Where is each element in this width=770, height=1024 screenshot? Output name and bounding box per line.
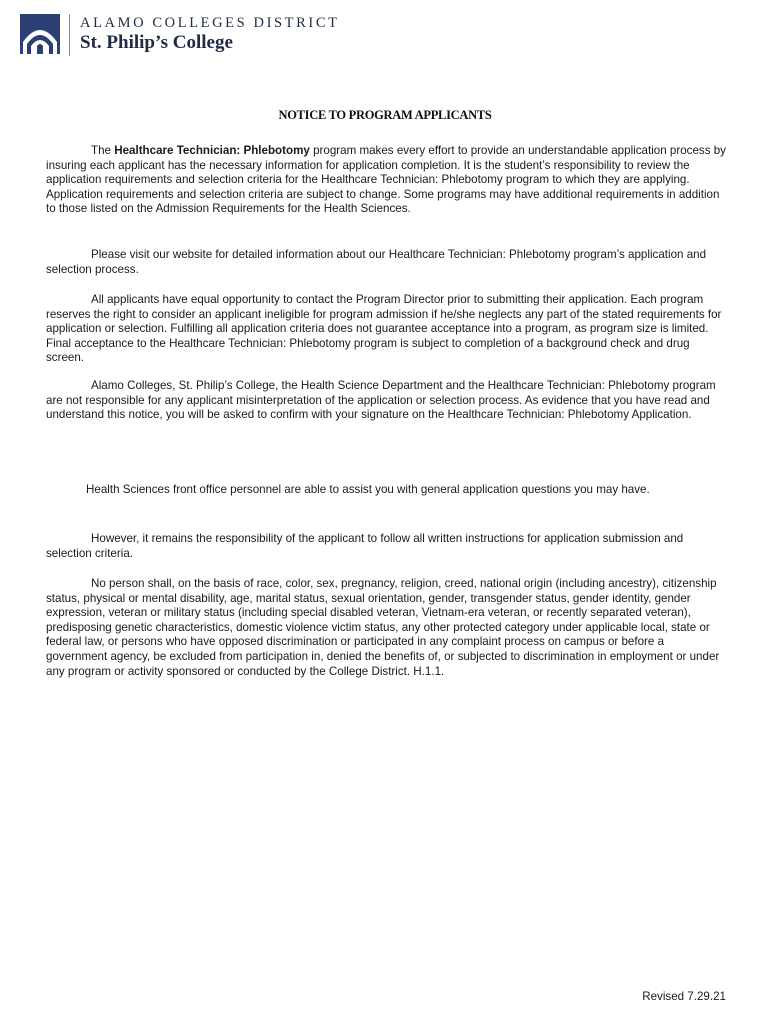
- logo-text: [80, 14, 340, 54]
- instructions-text: However, it remains the responsibility of the applicant to follow all written instructions for application submission and selection criteria.: [46, 532, 684, 560]
- college-name: St. Philip’s College: [80, 32, 233, 53]
- responsibility-text: Alamo Colleges, St. Philip’s College, the Health Science Department and the Healthcare Technician: Phlebotomy program are not responsible for any applicant misinterpretation of the application or selection process. As evidence that you have read and understand this notice, you will be asked to confirm with your signature on the Healthcare Technician: Phlebotomy Application.: [46, 379, 716, 422]
- revision-date: Revised 7.29.21: [642, 990, 726, 1003]
- website-text: Please visit our website for detailed information about our Healthcare Technician: Phlebotomy program’s application and selection process.: [46, 248, 707, 276]
- paragraph-responsibility: [46, 379, 726, 423]
- paragraph-intro: [46, 144, 726, 217]
- letterhead: [20, 14, 340, 58]
- paragraph-website: [46, 248, 726, 277]
- logo-divider: [69, 14, 70, 56]
- nondiscrimination-text: No person shall, on the basis of race, color, sex, pregnancy, religion, creed, national origin (including ancestry), citizenship status, physical or mental disability, age, marital status, sexual orientation, gender, transgender status, gender identity, gender expression, veteran or military status (including special disabled veteran, Vietnam-era veteran, or recently separated veteran), predisposing genetic characteristics, domestic violence victim status, any other protected category under applicable local, state or federal law, or persons who have opposed discrimination or participated in any complaint process on campus or before a government agency, be excluded from participation in, denied the benefits of, or subjected to discrimination in employment or under any program or activity sponsored or conducted by the College District. H.1.1.: [46, 577, 720, 678]
- district-name: ALAMO COLLEGES DISTRICT: [80, 15, 340, 31]
- equal-opportunity-text: All applicants have equal opportunity to contact the Program Director prior to submitting their application. Each program reserves the right to consider an applicant ineligible for program admission if he/she neglects any part of the stated requirements for application or selection. Fulfilling all application criteria does not guarantee acceptance into a program, as program size is limited. Final acceptance to the Healthcare Technician: Phlebotomy program is subject to completion of a background check and drug screen.: [46, 293, 722, 365]
- paragraph-equal-opportunity: [46, 293, 726, 366]
- page-title: NOTICE TO PROGRAM APPLICANTS: [278, 108, 492, 122]
- paragraph-nondiscrimination: [46, 577, 726, 679]
- paragraph-instructions: [46, 532, 726, 561]
- intro-text-start: The: [91, 144, 115, 157]
- alamo-logo-icon: [20, 14, 60, 54]
- program-name-bold: Healthcare Technician: Phlebotomy: [114, 144, 310, 157]
- front-office-text: Health Sciences front office personnel are able to assist you with general application questions you may have.: [86, 483, 650, 496]
- paragraph-front-office: [86, 483, 746, 498]
- intro-text-rest: program makes every effort to provide an understandable application process by insuring each applicant has the necessary information for application completion. It is the student’s responsibility to review the application requirements and selection criteria for the Healthcare Technician: Phlebotomy program to which they are applying. Application requirements and selection criteria are subject to change. Some programs may have additional requirements in addition to those listed on the Admission Requirements for the Health Sciences.: [46, 144, 726, 216]
